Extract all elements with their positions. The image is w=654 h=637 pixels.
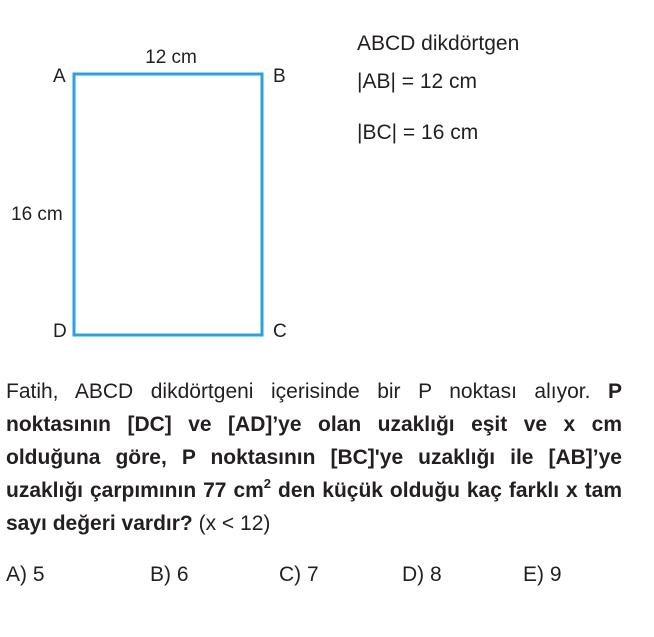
vertex-c-label: C [273,321,287,342]
question-bold-part2: den küçük olduğu kaç farklı x tam sayı değeri vardır? [6,479,622,535]
option-b[interactable]: B) 6 [150,563,189,586]
vertex-a-label: A [53,66,66,87]
option-a[interactable]: A) 5 [6,563,45,586]
given-bc-length: |BC| = 16 cm [357,121,479,144]
option-e[interactable]: E) 9 [523,563,562,586]
question-bold-part1: P noktasının [DC] ve [AD]’ye olan uzaklığı eşit ve x cm olduğuna göre, P noktasının [BC]'ye uzaklığı ile [AB]’ye uzaklığı çarpımının 77 cm [6,380,623,502]
vertex-d-label: D [53,321,67,342]
side-ad-length-label: 16 cm [11,204,63,225]
question-text [6,375,622,540]
given-rectangle-text: ABCD dikdörtgen [357,32,520,55]
option-c[interactable]: C) 7 [279,563,319,586]
side-ab-length-label: 12 cm [145,47,197,68]
given-ab-length: |AB| = 12 cm [357,70,478,93]
question-condition: (x < 12) [192,512,271,535]
question-intro: Fatih, ABCD dikdörtgeni içerisinde bir P noktası alıyor. [6,380,591,403]
question-superscript: 2 [263,476,272,491]
vertex-b-label: B [273,66,286,87]
option-d[interactable]: D) 8 [402,563,442,586]
rectangle-abcd [74,74,262,335]
